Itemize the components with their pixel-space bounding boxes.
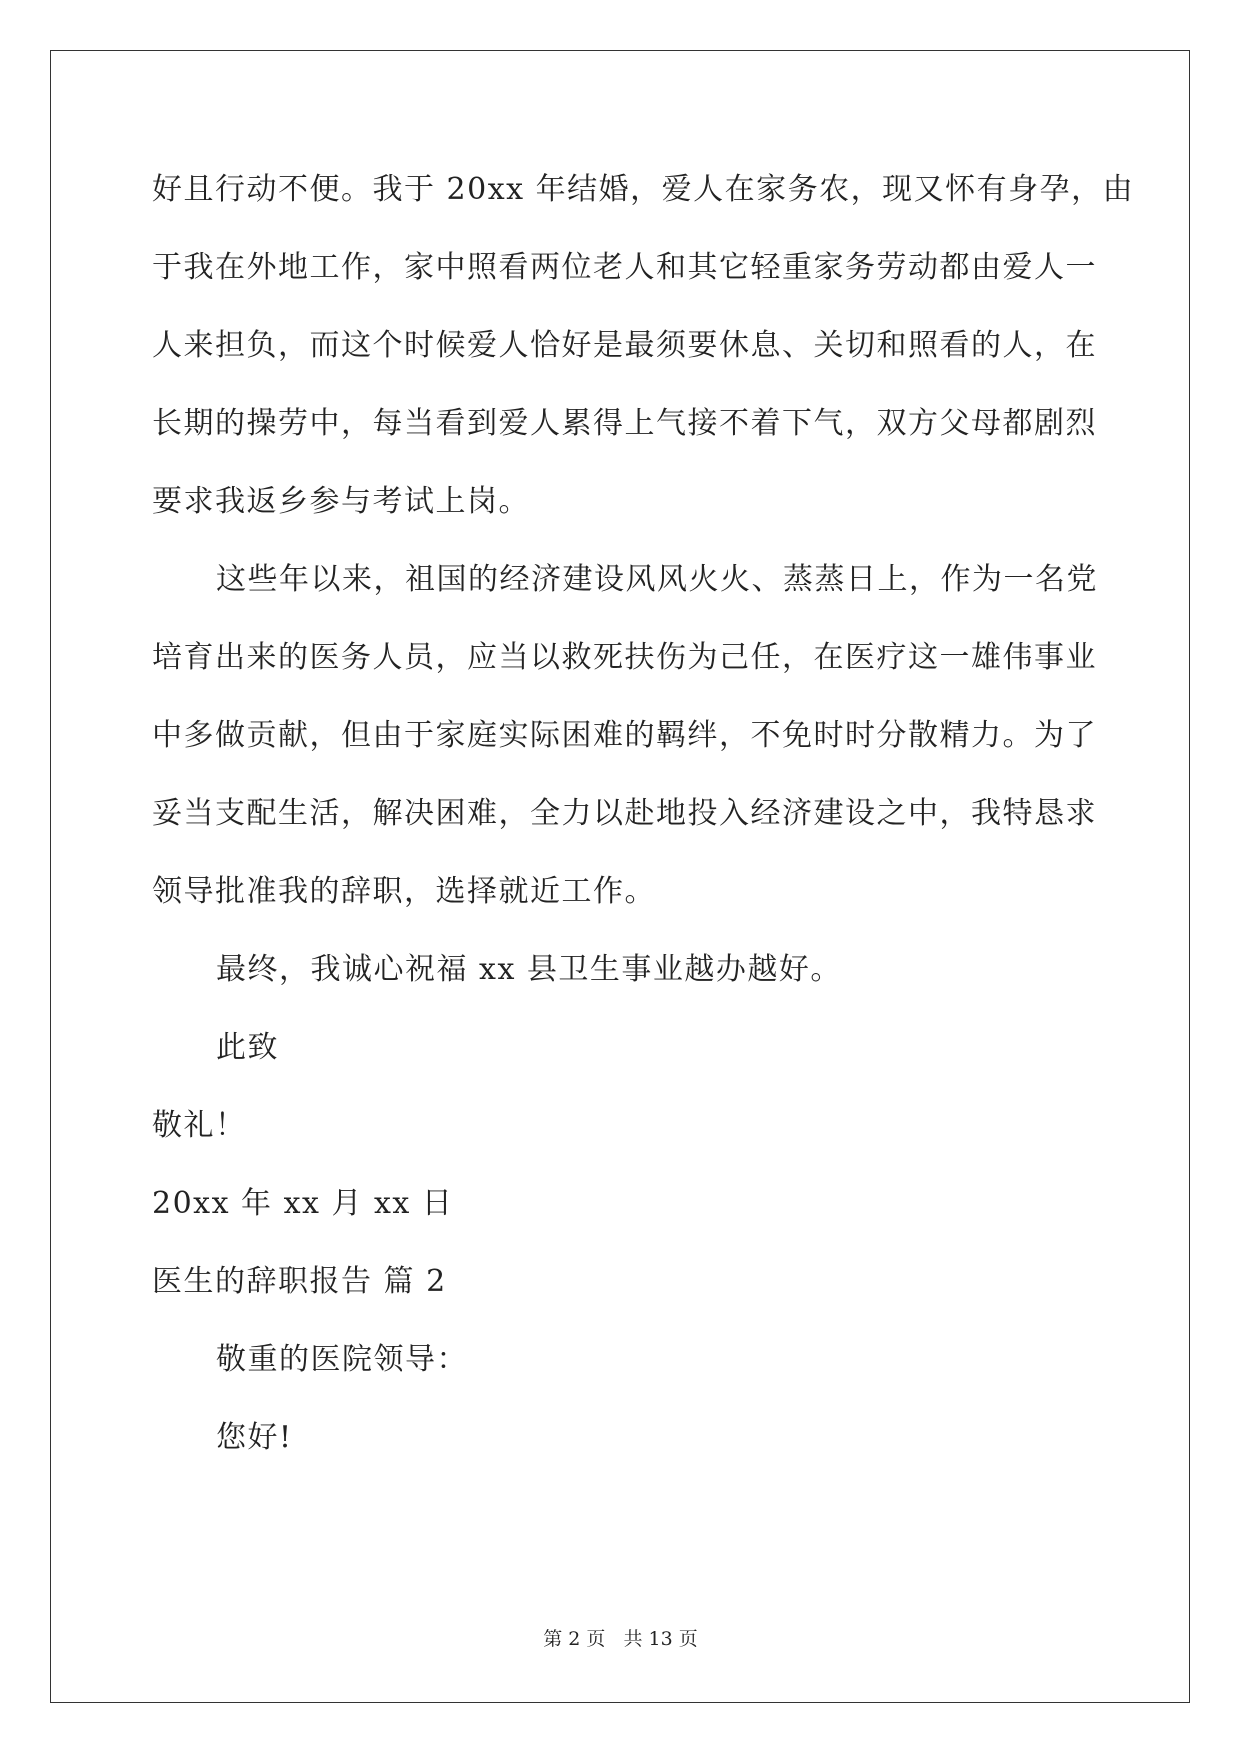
paragraph-line: 好且行动不便。我于 20xx 年结婚，爱人在家务农，现又怀有身孕，由 bbox=[152, 172, 1135, 207]
page-footer bbox=[0, 1624, 1241, 1651]
date-line: 20xx 年 xx 月 xx 日 bbox=[152, 1186, 454, 1221]
greeting-line: 敬重的医院领导： bbox=[216, 1342, 468, 1377]
paragraph-line: 领导批准我的辞职，选择就近工作。 bbox=[152, 874, 656, 909]
paragraph-line: 妥当支配生活，解决困难，全力以赴地投入经济建设之中，我特恳求 bbox=[152, 796, 1097, 831]
paragraph-line: 培育出来的医务人员，应当以救死扶伤为己任，在医疗这一雄伟事业 bbox=[152, 640, 1097, 675]
salutation-cizhi: 此致 bbox=[216, 1030, 279, 1065]
paragraph-line: 这些年以来，祖国的经济建设风风火火、蒸蒸日上，作为一名党 bbox=[216, 562, 1098, 597]
page-total: 共 13 页 bbox=[623, 1628, 698, 1650]
paragraph-line: 中多做贡献，但由于家庭实际困难的羁绊，不免时时分散精力。为了 bbox=[152, 718, 1097, 753]
greeting-hello: 您好! bbox=[216, 1420, 293, 1455]
paragraph-line: 长期的操劳中，每当看到爱人累得上气接不着下气，双方父母都剧烈 bbox=[152, 406, 1097, 441]
paragraph-line: 要求我返乡参与考试上岗。 bbox=[152, 484, 530, 519]
page-number: 第 2 页 bbox=[543, 1628, 606, 1650]
closing-wish: 最终，我诚心祝福 xx 县卫生事业越办越好。 bbox=[216, 952, 842, 987]
paragraph-line: 于我在外地工作，家中照看两位老人和其它轻重家务劳动都由爱人一 bbox=[152, 250, 1097, 285]
salutation-jingli: 敬礼！ bbox=[152, 1108, 247, 1143]
section-heading: 医生的辞职报告 篇 2 bbox=[152, 1264, 447, 1299]
paragraph-line: 人来担负，而这个时候爱人恰好是最须要休息、关切和照看的人，在 bbox=[152, 328, 1097, 363]
